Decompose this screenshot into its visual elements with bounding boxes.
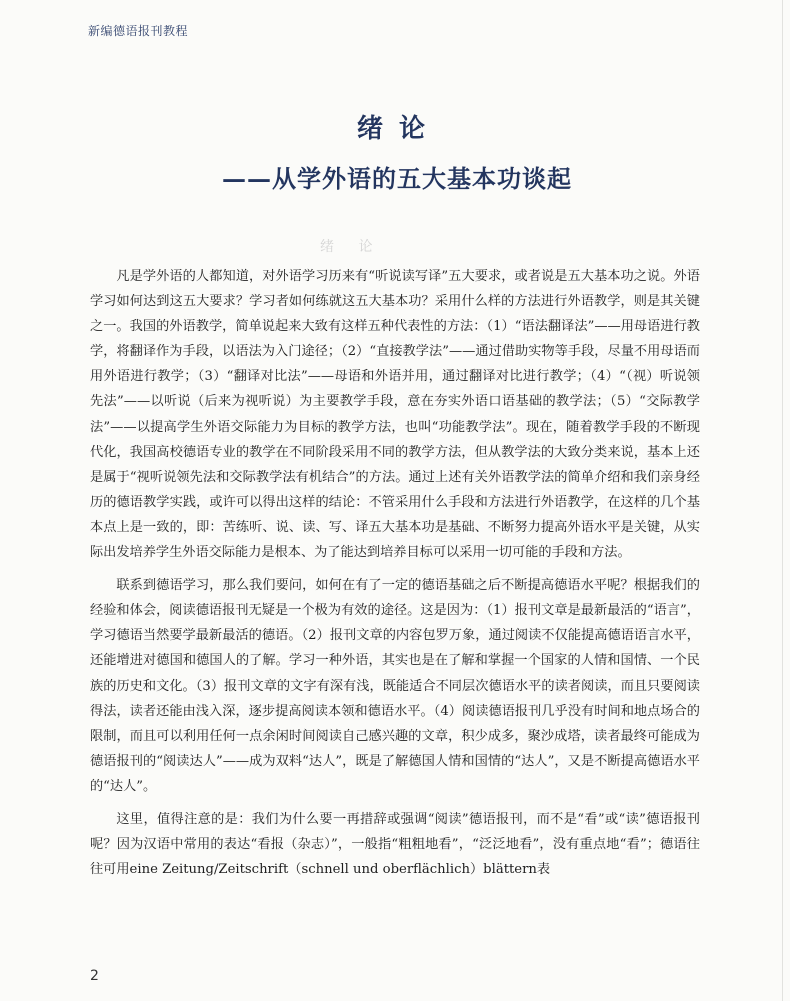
chapter-title-block — [0, 108, 782, 194]
running-header: 新编德语报刊教程 — [88, 24, 189, 38]
chapter-title: 绪论 — [356, 114, 441, 144]
paragraph-2: 联系到德语学习，那么我们要问，如何在有了一定的德语基础之后不断提高德语水平呢？根据我们的经验和体会，阅读德语报刊无疑是一个极为有效的途径。这是因为：（1）报刊文章是最新最活的“语言”，学习德语当然要学最新最活的德语。（2）报刊文章的内容包罗万象，通过阅读不仅能提高德语语言水平，还能增进对德国和德国人的了解。学习一种外语，其实也是在了解和掌握一个国家的人情和国情、一个民族的历史和文化。（3）报刊文章的文字有深有浅，既能适合不同层次德语水平的读者阅读，而且只要阅读得法，读者还能由浅入深，逐步提高阅读本领和德语水平。（4）阅读德语报刊几乎没有时间和地点场合的限制，而且可以利用任何一点余闲时间阅读自己感兴趣的文章，积少成多，聚沙成塔，读者最终可能成为德语报刊的“阅读达人”——成为双料“达人”，既是了解德国人情和国情的“达人”，又是不断提高德语水平的“达人”。 — [90, 578, 700, 794]
body-text — [90, 264, 700, 890]
page-number: 2 — [90, 968, 99, 984]
show-through-mark: 绪 论 — [320, 239, 383, 255]
paragraph-3: 这里，值得注意的是：我们为什么要一再措辞或强调“阅读”德语报刊，而不是“看”或“读”德语报刊呢？因为汉语中常用的表达“看报（杂志）”，一般指“粗粗地看”，“泛泛地看”，没有重点地“看”；德语往往可用eine Zeitung/Zeitschrift（schnell und oberflächlich）blättern表 — [90, 811, 700, 878]
paragraph-1: 凡是学外语的人都知道，对外语学习历来有“听说读写译”五大要求，或者说是五大基本功之说。外语学习如何达到这五大要求？学习者如何练就这五大基本功？采用什么样的方法进行外语教学，则是其关键之一。我国的外语教学，简单说起来大致有这样五种代表性的方法：（1）“语法翻译法”——用母语进行教学，将翻译作为手段，以语法为入门途径；（2）“直接教学法”——通过借助实物等手段，尽量不用母语而用外语进行教学；（3）“翻译对比法”——母语和外语并用，通过翻译对比进行教学；（4）“（视）听说领先法”——以听说（后来为视听说）为主要教学手段，意在夯实外语口语基础的教学法；（5）“交际教学法”——以提高学生外语交际能力为目标的教学方法，也叫“功能教学法”。现在，随着教学手段的不断现代化，我国高校德语专业的教学在不同阶段采用不同的教学方法，但从教学法的大致分类来说，基本上还是属于“视听说领先法和交际教学法有机结合”的方法。通过上述有关外语教学法的简单介绍和我们亲身经历的德语教学实践，或许可以得出这样的结论：不管采用什么手段和方法进行外语教学，在这样的几个基本点上是一致的，即：苦练听、说、读、写、译五大基本功是基础、不断努力提高外语水平是关键，从实际出发培养学生外语交际能力是根本、为了能达到培养目标可以采用一切可能的手段和方法。 — [90, 269, 700, 561]
chapter-subtitle: ——从学外语的五大基本功谈起 — [222, 164, 572, 193]
